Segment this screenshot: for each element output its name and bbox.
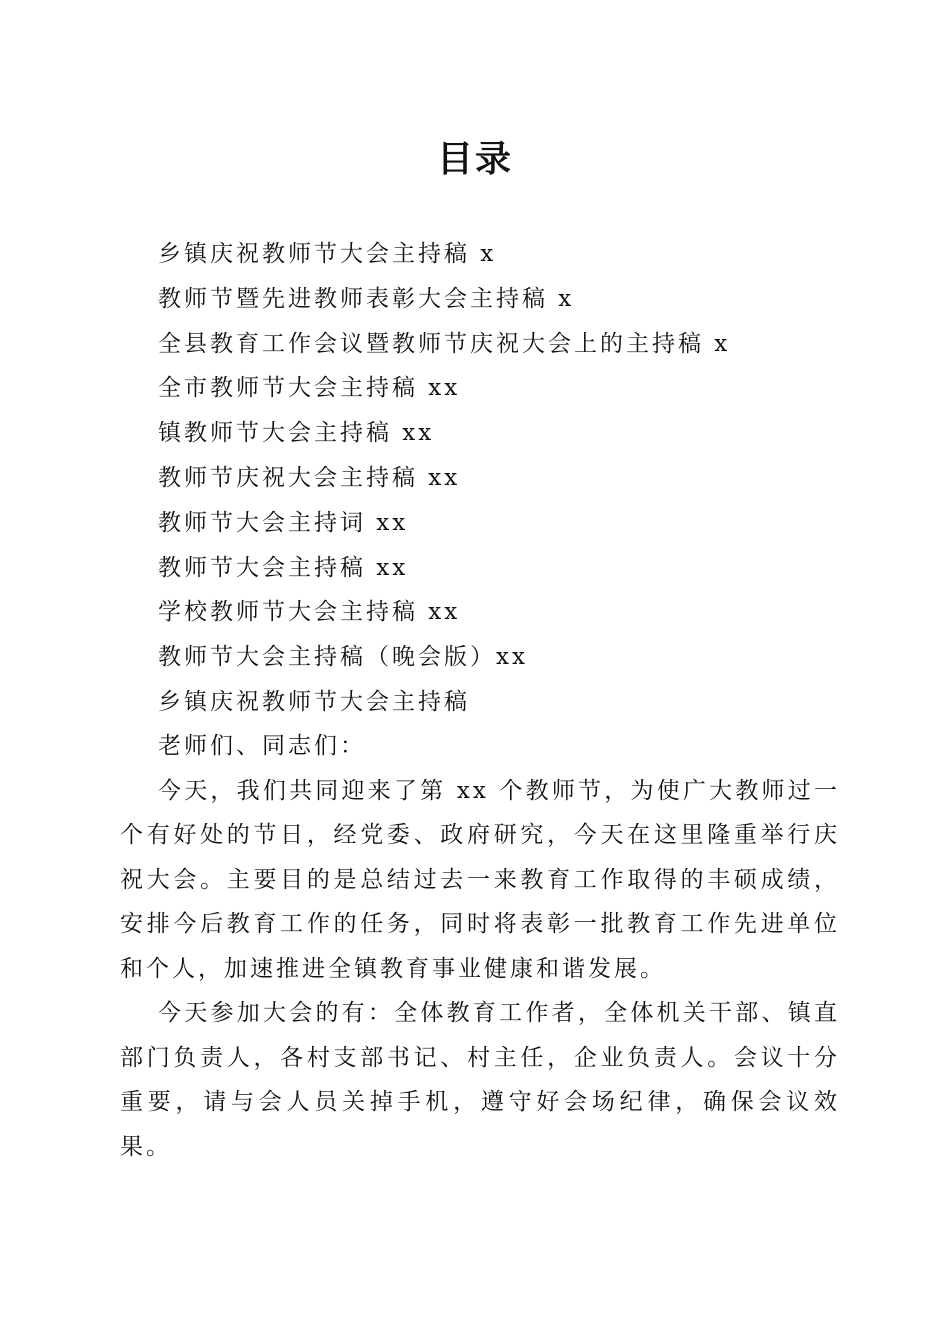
toc-item: 教师节大会主持稿（晚会版）xx (158, 644, 528, 671)
salutation: 老师们、同志们： (158, 733, 366, 759)
toc-item: 乡镇庆祝教师节大会主持稿 (158, 688, 470, 715)
body-paragraph: 今天参加大会的有：全体教育工作者，全体机关干部、镇直部门负责人，各村支部书记、村主任，企业负责人。会议十分重要，请与会人员关掉手机，遵守好会场纪律，确保会议效果。 (120, 1000, 840, 1160)
toc-item: 教师节庆祝大会主持稿 xx (158, 464, 461, 491)
toc-item: 镇教师节大会主持稿 xx (158, 420, 435, 447)
document-body (120, 724, 840, 1169)
toc-item: 乡镇庆祝教师节大会主持稿 x (158, 241, 497, 267)
page-title: 目录 (436, 138, 513, 180)
toc-item: 教师节大会主持词 xx (158, 509, 409, 536)
toc-item: 教师节大会主持稿 xx (158, 554, 409, 581)
table-of-contents (158, 232, 730, 725)
body-paragraph: 今天，我们共同迎来了第 xx 个教师节，为使广大教师过一个有好处的节日，经党委、政府研究，今天在这里隆重举行庆祝大会。主要目的是总结过去一来教育工作取得的丰硕成绩，安排今后教育工作的任务，同时将表彰一批教育工作先进单位和个人，加速推进全镇教育事业健康和谐发展。 (120, 777, 840, 982)
toc-item: 全市教师节大会主持稿 xx (158, 375, 461, 402)
toc-item: 教师节暨先进教师表彰大会主持稿 x (158, 285, 575, 312)
toc-item: 学校教师节大会主持稿 xx (158, 599, 461, 626)
toc-item: 全县教育工作会议暨教师节庆祝大会上的主持稿 x (158, 330, 731, 357)
